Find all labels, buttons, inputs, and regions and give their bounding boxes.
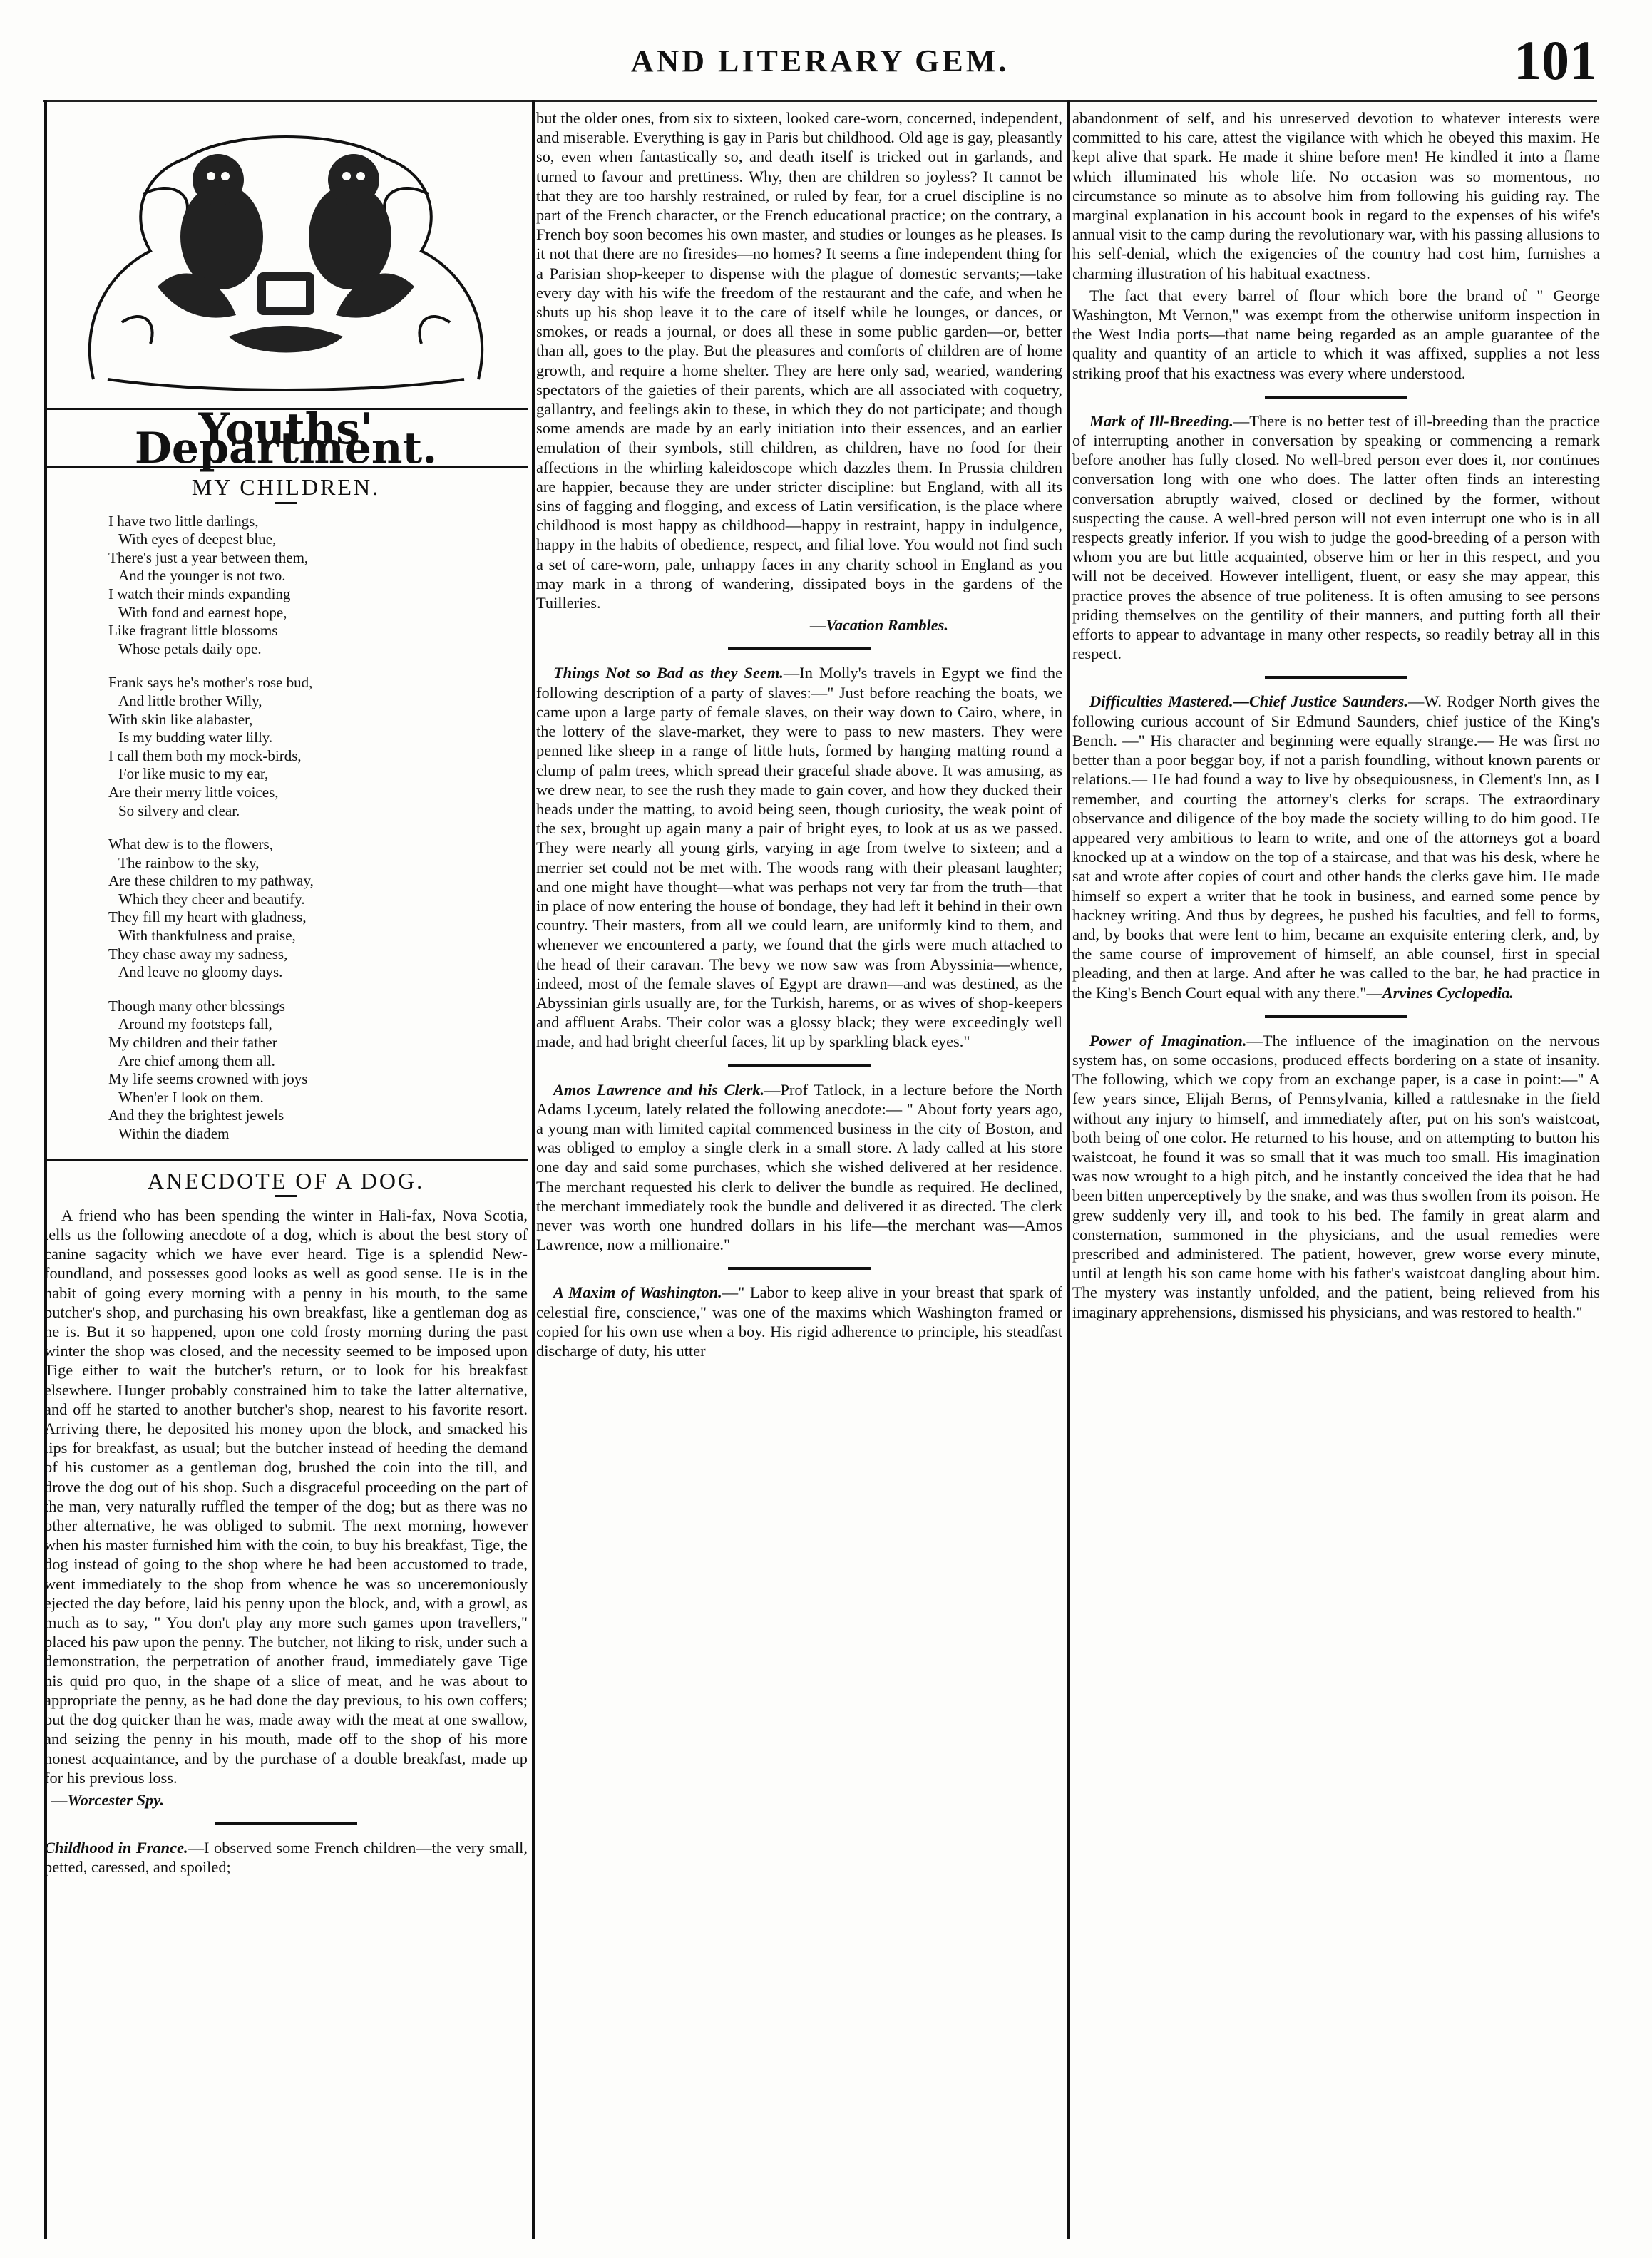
poem-stanza	[108, 836, 528, 982]
poem-line: Though many other blessings	[108, 997, 285, 1015]
poem-title-rule	[275, 502, 297, 504]
anecdote-title-rule	[275, 1195, 297, 1197]
ill-breeding-heading: Mark of Ill-Breeding.	[1089, 411, 1233, 430]
childhood-france-text: —I observed some French children—the very small, petted, caressed, and spoiled;	[44, 1839, 528, 1877]
column-divider-2	[1067, 100, 1070, 2239]
running-title: AND LITERARY GEM.	[630, 43, 1010, 78]
column-3	[1072, 108, 1600, 1325]
difficulties-source: Arvines Cyclopedia.	[1382, 983, 1514, 1002]
anecdote-title: ANECDOTE OF A DOG.	[147, 1167, 425, 1194]
childhood-france-start	[44, 1838, 528, 1877]
column-divider-1	[532, 100, 535, 2239]
poem-line: With skin like alabaster,	[108, 710, 253, 728]
poem-line: Which they cheer and beautify.	[118, 890, 305, 908]
poem-line: So silvery and clear.	[118, 801, 240, 819]
section-separator	[728, 1064, 871, 1067]
poem-stanza	[108, 997, 528, 1144]
anecdote-source: Worcester Spy.	[67, 1790, 164, 1809]
section-separator	[1265, 396, 1407, 399]
poem-line: My life seems crowned with joys	[108, 1070, 308, 1088]
amos-lawrence-article	[536, 1080, 1062, 1255]
column-2	[536, 108, 1062, 1363]
poem-line: What dew is to the flowers,	[108, 836, 273, 853]
poem-line: Whose petals daily ope.	[118, 640, 262, 657]
poem-line: Within the diadem	[118, 1125, 230, 1143]
poem-stanza	[108, 513, 528, 659]
poem-line: I have two little darlings,	[108, 512, 259, 530]
childhood-france-heading: Childhood in France.	[44, 1839, 188, 1857]
things-not-so-bad-heading: Things Not so Bad as they Seem.	[553, 664, 784, 682]
page-number: 101	[1514, 29, 1597, 91]
maxim-washington-article	[536, 1283, 1062, 1360]
column-1	[44, 108, 528, 1880]
poem-line: Frank says he's mother's rose bud,	[108, 674, 313, 692]
poem-title: MY CHILDREN.	[191, 474, 381, 501]
poem-line: With fond and earnest hope,	[118, 603, 287, 621]
amos-lawrence-heading: Amos Lawrence and his Clerk.	[553, 1080, 765, 1099]
poem-body	[108, 513, 528, 1144]
poem-line: I call them both my mock-birds,	[108, 746, 302, 764]
poem-line: With eyes of deepest blue,	[118, 530, 277, 548]
poem-line: Around my footsteps fall,	[118, 1015, 272, 1033]
poem-line: With thankfulness and praise,	[118, 927, 296, 945]
things-not-so-bad-text: —In Molly's travels in Egypt we find the following description of a party of slaves:—" Just before reaching the boats, we came upon a large party of female slaves, on their way down to Cairo, where, in the lottery of the slave-market, they were to pass to new masters. They were penned like sheep in a range of little huts, formed by hanging matting round a clump of palm trees, which spread their graceful shade above. It was amusing, as we drew near, to see the rush they made to gain cover, and how they ducked their heads under the matting, to avoid being seen, though curiosity, the weak point of the sex, brought up again many a pair of bright eyes, to look at us as we passed. They were nearly all young girls, varying in age from twelve to sixteen; and a merrier set could not be met with. The woods rang with their pleasant laughter; and one might have thought—what was perhaps not very far from the truth—that in place of now entering the house of bondage, they had left it behind in their own country. Their masters, from all we could learn, are uniformly kind to them, and whenever we encountered a party, we found that the girls were much attached to the head of their caravan. The bevy we now saw was from Abyssinia—whence, indeed, most of the female slaves of Egypt are drawn—and was destined, as the Abyssinian girls usually are, for the Turkish, harems, or as wives of shop-keepers and affluent Arabs. Their color was a glossy black; they were exceedingly well made, and had bright cheerful faces, lit up by sparkling black eyes."	[536, 664, 1063, 1051]
poem-line: My children and their father	[108, 1034, 277, 1052]
childhood-france-continued: but the older ones, from six to sixteen, looked care-worn, concerned, independent, and miserable. Everything is gay in Paris but childhood. Old age is gay, pleasantly so, even when fantastically so, and death itself is tricked out in garlands, and turned to favour and prettiness. Why, then are children so joyless? It cannot be that they are too harshly restrained, or ruled by fear, for a cruel discipline is no part of the French character, or the French educational practice; on the contrary, a French boy soon becomes his own master, and studies or lounges as he pleases. Is it not that there are no firesides—no homes? It seems a fine independent thing for a Parisian shop-keeper to dispense with the plague of domestic servants;—take every day with his wife the freedom of the restaurant and the cafe, and when he shuts up his shop leave it to the care of itself while he lounges, or dances, or smokes, or reads a journal, or does all these in some public garden—or, better than all, goes to the play. But the pleasures and comforts of children are of home growth, and require a home shelter. They are here only sad, wearied, wandering spectators of the gaieties of their parents, which are all associated with coquetry, gallantry, and feelings akin to these, in which they do not participate; and though some amends are made by an early initiation into their essences, and an earlier emulation of their symbols, still children, as children, have no food for their affections in the whirling kaleidoscope which dazzles them. In Prussia children are happier, because they are under stricter discipline: but England, with all its sins of fagging and flogging, and excess of Latin versification, is the place where childhood is most happy as childhood—happy in restraint, happy in indulgence, happy in the habits of obedience, respect, and filial love. You would not find such a set of care-worn, pale, unhappy faces in any charity school in England as you may mark in a throng of wandering, dissipated boys in the gardens of the Tuilleries.	[536, 109, 1062, 612]
poem-stanza	[108, 674, 528, 820]
poem-line: Are these children to my pathway,	[108, 872, 314, 890]
anecdote-source-line: —Worcester Spy.	[51, 1790, 164, 1809]
imagination-heading: Power of Imagination.	[1089, 1031, 1247, 1050]
section-separator	[1265, 1015, 1407, 1018]
amos-lawrence-text: —Prof Tatlock, in a lecture before the North Adams Lyceum, lately related the following anecdote:— " About forty years ago, a young man with limited capital commenced business in the city of Boston, and was obliged to employ a single clerk in a small store. A lady called at his store one day and said some purchases, which she wished delivered at her residence. The merchant requested his clerk to deliver the bundle as required. He declined, the merchant immediately took the bundle and delivered it as directed. The clerk never was worth one hundred dollars in his life—the merchant was—Amos Lawrence, now a millionaire."	[536, 1080, 1062, 1254]
poem-line: And leave no gloomy days.	[118, 963, 283, 981]
poem-line: Like fragrant little blossoms	[108, 622, 278, 640]
childhood-source: Vacation Rambles.	[826, 616, 948, 635]
poem-line: And they the brightest jewels	[108, 1107, 284, 1124]
poem-line: The rainbow to the sky,	[118, 853, 260, 871]
imagination-text: —The influence of the imagination on the nervous system has, on some occasions, produced effects bordering on a state of insanity. The following, which we copy from an exchange paper, is a case in point:—" A few years since, Elijah Berns, of Pennsylvania, killed a rattlesnake in the field without any injury to himself, and immediately after, put on his son's waistcoat, both being of one color. He returned to his house, and on attempting to button his waistcoat, he found it was so small that it was much too small. His imagination was now wrought to a high pitch, and he instantly conceived the idea that he had been bitten unperceptively by the snake, and was thus swollen from its poison. He grew suddenly very ill, and took to his bed. The family in great alarm and consternation, summoned in the physicians, and the usual remedies were prescribed and administered. The patient, however, grew worse every minute, until at length his son came home with his father's waistcoat dangling about him. The mystery was instantly unfolded, and the patient, being relieved from his imaginary apprehensions, dismissed his physicians, and was restored to health."	[1072, 1031, 1601, 1321]
page-header	[43, 29, 1597, 93]
poem-line: Are chief among them all.	[118, 1052, 275, 1069]
section-separator	[215, 1822, 357, 1825]
childhood-source-line: —Vacation Rambles.	[809, 616, 948, 635]
poem-line: There's just a year between them,	[108, 548, 309, 566]
maxim-continued-2: The fact that every barrel of flour which bore the brand of " George Washington, Mt Vernon," was exempt from the otherwise uniform inspection in the West India ports—that name being regarded as an ample guarantee of the quality and quantity of an article to which it was affixed, supplies a not less striking proof that his exactness was every where understood.	[1072, 286, 1600, 382]
poem-end-rule	[44, 1159, 528, 1161]
difficulties-text: —W. Rodger North gives the following curious account of Sir Edmund Saunders, chief justice of the King's Bench. —" His character and beginning were equally strange.— He was first no better than a poor beggar boy, if not a parish foundling, without known parents or relations.— He had found a way to live by obsequiousness, in Clement's Inn, as I remember, and courting the attorney's clerks for scraps. The extraordinary observance and diligence of the boy made the society willing to do him good. He appeared very ambitious to learn to write, and one of the attorneys got a board knocked up at a window on the top of a staircase, and that was his desk, where he sat and wrote after copies of court and other hands the clerks gave him. He made himself so expert a writer that he took in business, and earned some pence by hackney writing. And thus by degrees, he pushed his faculties, and fell to forms, and, by books that were lent to him, became an exquisite entering clerk, and, by the same course of improvement of himself, an able counsel, first in special pleading, and then at large. And after he was called to the bar, he had practice in the King's Bench Court equal with any there."	[1072, 692, 1600, 1002]
cherubs-ornament-illustration	[65, 108, 507, 401]
things-not-so-bad-article	[536, 663, 1062, 1051]
difficulties-heading: Difficulties Mastered.—Chief Justice Saunders.	[1089, 692, 1408, 711]
maxim-continued: abandonment of self, and his unreserved devotion to whatever interests were committed to his care, attest the vigilance with which he obeyed this maxim. He kept alive that spark. He made it shine before men! He kindled it into a flame which illuminated his whole life. No occasion was so momentous, no circumstance so minute as to absolve him from following his guiding ray. The marginal explanation in his account book in regard to the expenses of his wife's annual visit to the camp during the revolutionary war, with his passing allusions to his self-denial, which the exigencies of the country had cost him, furnishes a charming illustration of his habitual exactness.	[1072, 109, 1600, 282]
section-separator	[728, 647, 871, 650]
poem-line: They chase away my sadness,	[108, 945, 288, 963]
maxim-washington-text: —" Labor to keep alive in your breast that spark of celestial fire, conscience," was one of the maxims which Washington framed or copied for his own use when a boy. His rigid adherence to principle, his steadfast discharge of duty, his utter	[536, 1283, 1062, 1360]
poem-line: And the younger is not two.	[118, 567, 286, 585]
anecdote-paragraph: A friend who has been spending the winter in Hali-fax, Nova Scotia, tells us the following anecdote of a dog, which is about the best story of canine sagacity which we have ever heard. Tige is a splendid New-foundland, and possesses good looks as well as good sense. He is in the habit of going every morning with a penny in his mouth, to the same butcher's shop, and purchasing his own breakfast, like a gentleman dog as he is. But it so happened, upon one cold frosty morning during the past winter the shop was closed, and the necessity seemed to be imposed upon Tige either to wait the butcher's return, or to look for his breakfast elsewhere. Hunger probably constrained him to take the latter alternative, and off he started to another butcher's shop, nearest to his favorite resort. Arriving there, he deposited his money upon the block, and smacked his lips for breakfast, as usual; but the butcher instead of heeding the demand of his customer as a gentleman dog, brushed the coin into the till, and drove the dog out of his shop. Such a disgraceful proceeding on the part of the man, very naturally ruffled the temper of the dog; but as there was no other alternative, he was obliged to submit. The next morning, however when his master furnished him with the coin, to buy his breakfast, Tige, the dog instead of going to the shop where he had been accustomed to trade, went immediately to the shop from whence he was so unceremoniously ejected the day before, laid his penny upon the block, and, with a growl, as much as to say, " You don't play any more such games upon travellers," placed his paw upon the penny. The butcher, not liking to risk, under such a demonstration, the perpetration of another fraud, immediately gave Tige his quid pro quo, in the shape of a slice of meat, and he was about to appropriate the penny, as he had done the day previous, to his own coffers; but the dog quicker than he was, made away with the meat at one swallow, and seizing the penny in his mouth, made off to the shop of his more honest acquaintance, and by the purchase of a double breakfast, made up for his previous loss.	[44, 1206, 528, 1787]
poem-line: For like music to my ear,	[118, 765, 269, 783]
poem-line: And little brother Willy,	[118, 692, 262, 709]
imagination-article	[1072, 1031, 1600, 1322]
poem-line: I watch their minds expanding	[108, 585, 291, 602]
ill-breeding-article	[1072, 411, 1600, 664]
difficulties-article: Difficulties Mastered.—Chief Justice Saunders.—W. Rodger North gives the following curious account of Sir Edmund Saunders, chief justice of the King's Bench. —" His character and beginning were equally strange.— He was first no better than a poor beggar boy, if not a parish foundling, without known parents or relations.— He had found a way to live by obsequiousness, in Clement's Inn, as I remember, and courting the attorney's clerks for scraps. The extraordinary observance and diligence of the boy made the society willing to do him good. He appeared very ambitious to learn to write, and one of the attorneys got a board knocked up at a window on the top of a staircase, and that was his desk, where he sat and wrote after copies of court and other hands the clerks gave him. He made himself so expert a writer that he took in business, and earned some pence by hackney writing. And thus by degrees, he pushed his faculties, and fell to forms, and, by books that were lent to him, became an exquisite entering clerk, and, by the same course of improvement of himself, an able counsel, first in special pleading, and then at large. And after he was called to the bar, he had practice in the King's Bench Court equal with any there."—Arvines Cyclopedia.	[1072, 692, 1600, 1002]
section-separator	[728, 1267, 871, 1270]
poem-line: Are their merry little voices,	[108, 783, 279, 801]
department-title: Youths' Department.	[134, 404, 438, 474]
header-rule	[43, 100, 1597, 102]
maxim-washington-heading: A Maxim of Washington.	[553, 1283, 722, 1302]
poem-line: They fill my heart with gladness,	[108, 908, 307, 926]
poem-line: Is my budding water lilly.	[118, 729, 273, 746]
section-separator	[1265, 676, 1407, 679]
ill-breeding-text: —There is no better test of ill-breeding than the practice of interrupting another in conversation by speaking or commencing a remark before another has fully closed. No well-bred person ever does it, nor continues conversation long with one who does. The latter often finds an interesting conversation abruptly waived, closed or declined by the former, without suspecting the cause. A well-bred person will not even interrupt one who is in all respects greatly inferior. If you wish to judge the good-breeding of a person with whom you are but little acquainted, observe him or her in this respect, and you will not be deceived. However intelligent, fluent, or easy she may appear, this practice proves the absence of true politeness. It is often amusing to see persons priding themselves on the gentility of their manners, and putting forth all their efforts to appear to advantage in many other respects, so readily betray all in this respect.	[1072, 411, 1600, 663]
poem-line: When'er I look on them.	[118, 1088, 264, 1106]
